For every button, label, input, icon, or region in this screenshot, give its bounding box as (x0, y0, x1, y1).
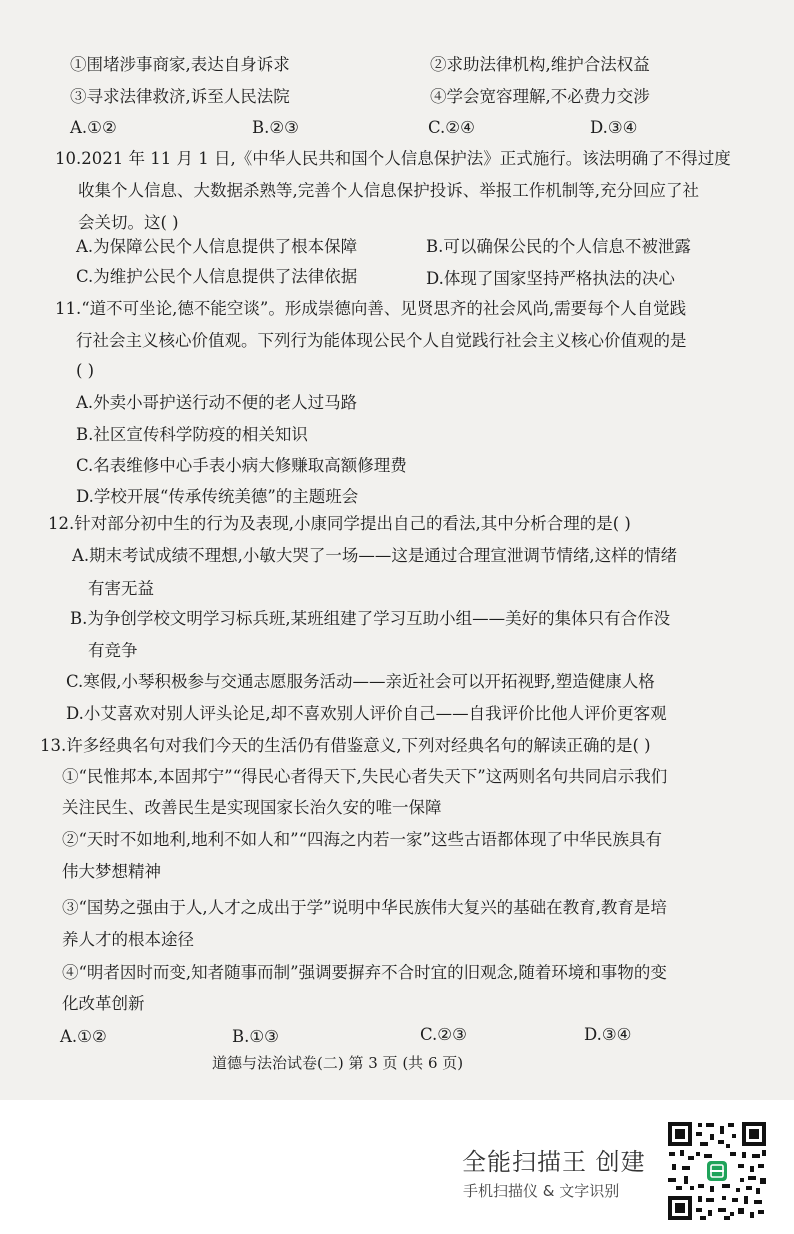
q13-choice-c: C.②③ (420, 1025, 467, 1044)
qr-code-icon (666, 1120, 768, 1222)
q9-option-3: ③寻求法律救济,诉至人民法院 (70, 87, 290, 106)
page-footer: 道德与法治试卷(二) 第 3 页 (共 6 页) (212, 1054, 464, 1072)
q10-choice-c: C.为维护公民个人信息提供了法律依据 (76, 267, 358, 286)
q11-stem-line-3: ( ) (76, 361, 95, 380)
q13-choice-a: A.①② (60, 1027, 107, 1046)
q13-statement-3-line-1: ③“国势之强由于人,人才之成出于学”说明中华民族伟大复兴的基础在教育,教育是培 (62, 898, 667, 917)
q12-choice-d: D.小艾喜欢对别人评头论足,却不喜欢别人评价自己——自我评价比他人评价更客观 (66, 704, 667, 723)
q11-choice-c: C.名表维修中心手表小病大修赚取高额修理费 (76, 456, 407, 475)
q12-stem: 12.针对部分初中生的行为及表现,小康同学提出自己的看法,其中分析合理的是( ) (48, 514, 631, 533)
q13-statement-2-line-1: ②“天时不如地利,地利不如人和”“四海之内若一家”这些古语都体现了中华民族具有 (62, 830, 662, 849)
scanner-brand-title: 全能扫描王 创建 (462, 1148, 646, 1176)
q11-stem-line-2: 行社会主义核心价值观。下列行为能体现公民个人自觉践行社会主义核心价值观的是 (76, 331, 687, 350)
q10-choice-a: A.为保障公民个人信息提供了根本保障 (76, 237, 358, 256)
q9-choice-b: B.②③ (252, 118, 299, 137)
q12-choice-b-line-1: B.为争创学校文明学习标兵班,某班组建了学习互助小组——美好的集体只有合作没 (70, 609, 671, 628)
q11-choice-a: A.外卖小哥护送行动不便的老人过马路 (76, 393, 358, 412)
q13-statement-3-line-2: 养人才的根本途径 (62, 930, 194, 949)
q10-stem-line-3: 会关切。这( ) (78, 213, 179, 232)
q13-statement-2-line-2: 伟大梦想精神 (62, 862, 161, 881)
q9-choice-c: C.②④ (428, 118, 475, 137)
q12-choice-b-line-2: 有竞争 (88, 641, 138, 660)
q9-option-4: ④学会宽容理解,不必费力交涉 (430, 87, 650, 106)
q10-choice-d: D.体现了国家坚持严格执法的决心 (426, 269, 675, 288)
scanner-brand-subtitle: 手机扫描仪 & 文字识别 (463, 1182, 620, 1200)
q13-statement-4-line-2: 化改革创新 (62, 994, 145, 1013)
q9-choice-d: D.③④ (590, 118, 638, 137)
q12-choice-c: C.寒假,小琴积极参与交通志愿服务活动——亲近社会可以开拓视野,塑造健康人格 (66, 672, 655, 691)
q10-stem-line-1: 10.2021 年 11 月 1 日,《中华人民共和国个人信息保护法》正式施行。该法明确了不得过度 (55, 149, 731, 168)
q12-choice-a-line-2: 有害无益 (88, 579, 154, 598)
q13-choice-b: B.①③ (232, 1027, 279, 1046)
q12-choice-a-line-1: A.期末考试成绩不理想,小敏大哭了一场——这是通过合理宣泄调节情绪,这样的情绪 (72, 546, 678, 565)
q13-statement-1-line-2: 关注民生、改善民生是实现国家长治久安的唯一保障 (62, 798, 442, 817)
q9-option-1: ①围堵涉事商家,表达自身诉求 (70, 55, 290, 74)
q11-choice-b: B.社区宣传科学防疫的相关知识 (76, 425, 308, 444)
q9-option-2: ②求助法律机构,维护合法权益 (430, 55, 650, 74)
q13-statement-4-line-1: ④“明者因时而变,知者随事而制”强调要摒弃不合时宜的旧观念,随着环境和事物的变 (62, 963, 667, 982)
q13-stem: 13.许多经典名句对我们今天的生活仍有借鉴意义,下列对经典名句的解读正确的是( ) (40, 736, 651, 755)
q10-choice-b: B.可以确保公民的个人信息不被泄露 (426, 237, 691, 256)
q10-stem-line-2: 收集个人信息、大数据杀熟等,完善个人信息保护投诉、举报工作机制等,充分回应了社 (78, 181, 699, 200)
q13-choice-d: D.③④ (584, 1025, 632, 1044)
q13-statement-1-line-1: ①“民惟邦本,本固邦宁”“得民心者得天下,失民心者失天下”这两则名句共同启示我们 (62, 767, 668, 786)
q9-choice-a: A.①② (70, 118, 117, 137)
q11-choice-d: D.学校开展“传承传统美德”的主题班会 (76, 487, 359, 506)
q11-stem-line-1: 11.“道不可坐论,德不能空谈”。形成崇德向善、见贤思齐的社会风尚,需要每个人自觉践 (55, 299, 687, 318)
